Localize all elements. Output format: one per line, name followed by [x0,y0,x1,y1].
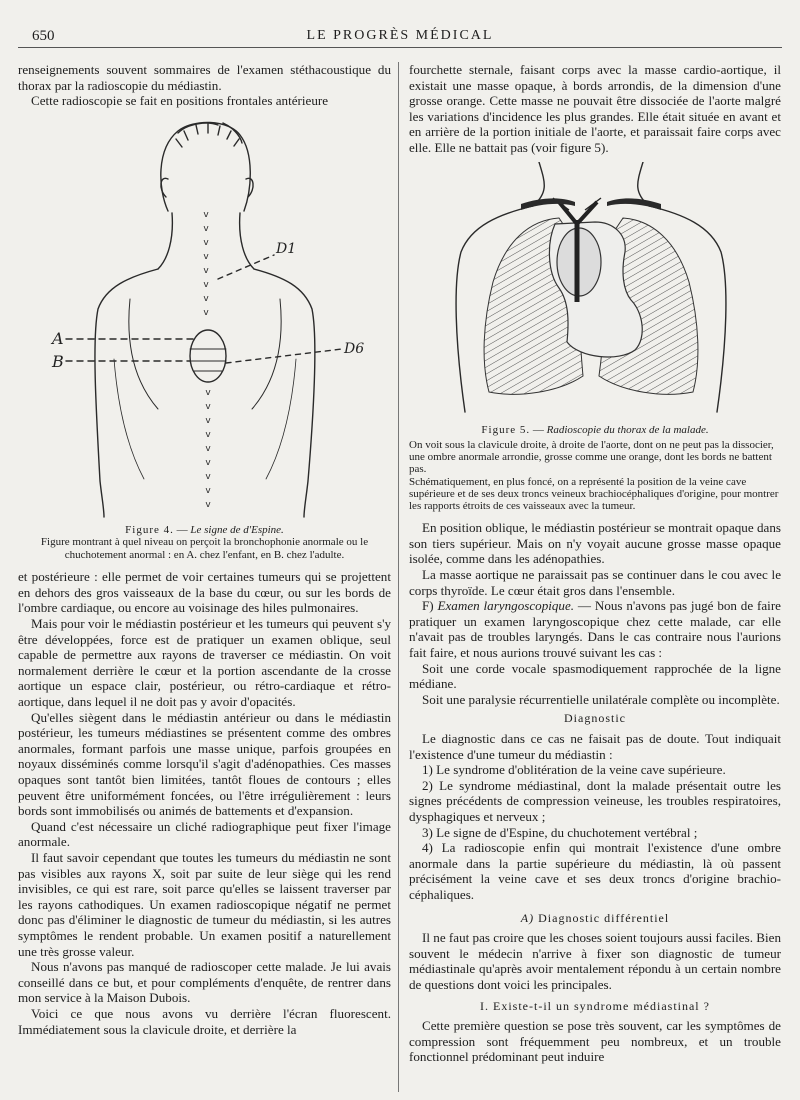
figure-4-caption-text: Figure montrant à quel niveau on perçoit la bronchophonie anormale ou le chuchotement anormal : en A. chez l'enfant, en B. chez l'adulte. [40,536,369,561]
heading-diff-text: Diagnostic différentiel [538,910,670,925]
heading-diagnostic: Diagnostic [564,711,626,726]
paragraph-fourchette: fourchette sternale, faisant corps avec la masse cardio-aortique, il existait une masse opaque, à bords arrondis, de la dimension d'une grosse orange. Cette masse ne pouvait être dissociée de l'aorte malgré les variations d'incidence les plus grandes. Elle était située en avant et en arrière de la portion initiale de l'aorte, et paraissait faire corps avec elle. Elle ne battait pas (voir figure 5). [409,62,781,155]
svg-text:v: v [203,265,209,276]
paragraph-il-ne-faut: Il ne faut pas croire que les choses soient toujours aussi faciles. Bien souvent le médecin n'arrive à fixer son diagnostic de tumeur médiastinale qu'après avoir mentalement répondu à un certain nombre de questions dont voici les principales. [409,930,781,992]
figure-5-caption-title: Radioscopie du thorax de la malade. [546,423,709,436]
running-title: LE PROGRÈS MÉDICAL [306,28,494,43]
figure-4-caption: Figure 4. — Le signe de d'Espine. [125,523,284,536]
svg-text:v: v [203,293,209,304]
paragraph-intro: renseignements souvent sommaires de l'examen stéthacoustique du thorax par la radioscopie du médiastin. [18,62,391,93]
svg-text:v: v [205,415,211,426]
svg-text:v: v [205,401,211,412]
heading-diagnostic-differentiel [409,911,781,927]
figure-5 [409,162,781,513]
paragraph-soit-2: Soit une paralysie récurrentielle unilatérale complète ou incomplète. [422,691,780,707]
paragraph-voici: Voici ce que nous avons vu derrière l'écran fluorescent. Immédiatement sous la clavicule droite, et derrière la [18,1005,391,1037]
svg-text:v: v [203,237,209,248]
figure-4-label-b: B [52,351,64,371]
paragraph-masse: La masse aortique ne paraissait pas se continuer dans le cou avec le corps thyroïde. Le cœur était gros dans l'ensemble. [409,567,781,598]
figure-5-note-2: Schématiquement, en plus foncé, on a représenté la position de la veine cave supérieure et de ses deux troncs veineux brachiocéphaliques d'origine, pour montrer les rapports étroits de ces vaisseaux avec la tumeur. [409,475,779,513]
paragraph-mais: Mais pour voir le médiastin postérieur et les tumeurs qui peuvent s'y être développées, force est de pratiquer un examen oblique, seul capable de permettre aux rayons de traverser ce médiastin. On voit normalement derrière le cœur et la portion ascendante de la crosse aortique un espace clair, postérieur, ou rétro-cardiaque et rétro-aortique, dans lequel il ne doit pas y avoir d'opacités. [18,616,391,710]
figure-5-caption-label: Figure 5. [481,423,531,436]
paragraph-posterieure: et postérieure : elle permet de voir certaines tumeurs qui se projettent en dehors des gros vaisseaux de la base du cœur, ou sur les bords de l'ombre cardiaque, ou encore au voisinage des hiles pulmonaires. [18,569,391,616]
figure-5-note-1: On voit sous la clavicule droite, à droite de l'aorte, dont on ne peut pas la dissocier, une ombre anormale arrondie, grosse comme une orange, dont les bords ne battent pas. [409,439,774,476]
figure-4-label-d6: D6 [344,340,365,357]
paragraph-quelles: Qu'elles siègent dans le médiastin antérieur ou dans le médiastin postérieur, les tumeurs médiastines se présentent comme des ombres anormales, formant parfois une masse unique, parfois groupées en noyaux disséminés comme lorsqu'il s'agit d'adénopathies. Ces masses opaques sont tantôt bien limitées, tantôt floues de contours ; elles peuvent être uniformément foncées, ou l'être irrégulièrement : leurs bords sont immobilisés ou animés de battements et d'expansion. [18,709,391,819]
svg-text:v: v [205,471,211,482]
paragraph-quand: Quand c'est nécessaire un cliché radiographique peut fixer l'image anormale. [18,818,391,850]
svg-text:v: v [203,223,209,234]
svg-text:v: v [205,429,211,440]
svg-text:v: v [203,279,209,290]
paragraph-nous: Nous n'avons pas manqué de radioscoper cette malade. Je lui avais conseillé dans ce but, et pour compléments d'enquête, de rentrer dans mon service à la Maison Dubois. [18,959,391,1006]
examen-title: Examen laryngoscopique. [437,598,575,614]
paragraph-oblique: En position oblique, le médiastin postérieur se montrait opaque dans son tiers supérieur. Mais on n'y voyait aucune grosse masse opaque isolée, comme dans les adénopathies. [409,520,781,567]
paragraph-cette-premiere: Cette première question se pose très souvent, car les symptômes de compression sont fréquemment peu nombreux, et un trouble fonctionnel prédominant peut induire [409,1018,781,1065]
svg-text:v: v [203,209,209,220]
paragraph-diagnostic: Le diagnostic dans ce cas ne faisait pas de doute. Tout indiquait l'existence d'une tumeur du médiastin : [409,731,781,762]
paragraph-examen [409,598,781,660]
svg-text:v: v [205,499,211,510]
svg-text:v: v [205,387,211,398]
column-rule [398,62,399,1092]
heading-diff-label: A) [520,910,535,925]
paragraph-il-faut: Il faut savoir cependant que toutes les tumeurs du médiastin ne sont pas visibles aux rayons X, soit par suite de leur siège qui les rend invisibles, ce qui est rare, soit parce qu'elles se laissent traverser par les rayons cathodiques. Un examen radioscopique négatif ne permet donc pas d'éliminer le diagnostic de tumeur du médiastin, si les autres symptômes le rendent probable. Un examen positif a naturellement une très grosse valeur. [18,849,391,959]
paragraph-soit-1: Soit une corde vocale spasmodiquement rapprochée de la ligne médiane. [409,660,781,692]
svg-text:v: v [205,485,211,496]
figure-5-caption: Figure 5. — Radioscopie du thorax de la malade. [481,423,709,436]
list-item-1: 1) Le syndrome d'oblitération de la veine cave supérieure. [422,762,726,778]
svg-text:v: v [203,251,209,262]
figure-4-caption-label: Figure 4. [125,523,174,536]
figure-4-label-a: A [52,328,64,348]
svg-text:v: v [205,457,211,468]
svg-text:v: v [203,307,209,318]
figure-5-radioscopy-illustration [409,162,781,420]
examen-label: F) [422,598,434,614]
list-item-4: 4) La radioscopie enfin qui montrait l'existence d'une ombre anormale dans la partie supérieure du médiastin, là où passent précisément la veine cave et ses deux troncs d'origine brachio-céphaliques. [409,840,781,902]
page-number: 650 [32,28,55,44]
paragraph-radioscopie: Cette radioscopie se fait en positions frontales antérieure [31,93,329,109]
heading-question-1: I. Existe-t-il un syndrome médiastinal ? [480,998,710,1013]
left-column [18,62,391,1037]
list-item-2: 2) Le syndrome médiastinal, dont la malade présentait outre les signes précédents de compression veineuse, les troubles respiratoires, dysphagiques et nerveux ; [409,777,781,824]
figure-4 [18,109,391,562]
page-header [18,26,782,48]
right-column [409,62,781,1065]
figure-4-back-illustration [18,109,391,521]
examen-text: — Nous n'avons pas jugé bon de faire pratiquer un examen laryngoscopique chez cette malade, car elle n'avait pas de troubles laryngés. Dans le cas contraire nous l'aurions fait faire, et nous aurions trouvé suivant les cas : [409,598,781,661]
figure-4-caption-title: Le signe de d'Espine. [190,523,284,536]
list-item-3: 3) Le signe de d'Espine, du chuchotement vertébral ; [422,824,698,840]
figure-4-label-d1: D1 [276,240,297,257]
svg-text:v: v [205,443,211,454]
